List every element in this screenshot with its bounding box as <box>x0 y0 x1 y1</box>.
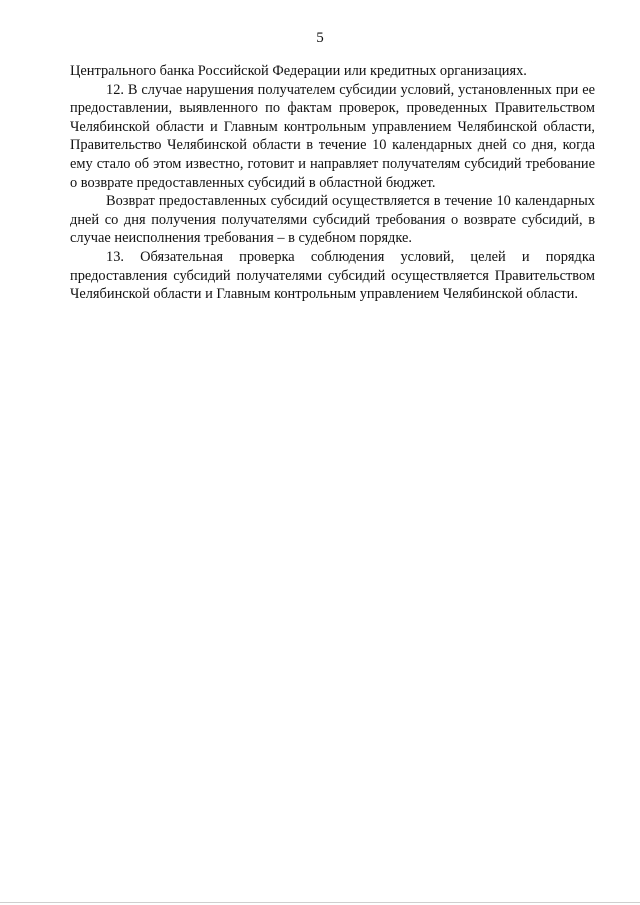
document-body <box>70 62 595 304</box>
paragraph-clause-13: 13. Обязательная проверка соблюдения условий, целей и порядка предоставления субсидий получателями субсидий осуществляется Правительством Челябинской области и Главным контрольным управлением Челябинской области. <box>70 248 595 303</box>
paragraph-clause-12: 12. В случае нарушения получателем субсидии условий, установленных при ее предоставлении, выявленного по фактам проверок, проведенных Правительством Челябинской области и Главным контрольным управлением Челябинской области, Правительство Челябинской области в течение 10 календарных дней со дня, когда ему стало об этом известно, готовит и направляет получателям субсидий требование о возврате предоставленных субсидий в областной бюджет. <box>70 81 595 191</box>
paragraph-refund-terms: Возврат предоставленных субсидий осуществляется в течение 10 календарных дней со дня получения получателями субсидий требования о возврате субсидий, в случае неисполнения требования – в судебном порядке. <box>70 193 595 247</box>
page-bottom-edge <box>0 902 640 903</box>
page-number: 5 <box>316 30 324 46</box>
paragraph-continuation: Центрального банка Российской Федерации или кредитных организациях. <box>70 63 527 79</box>
